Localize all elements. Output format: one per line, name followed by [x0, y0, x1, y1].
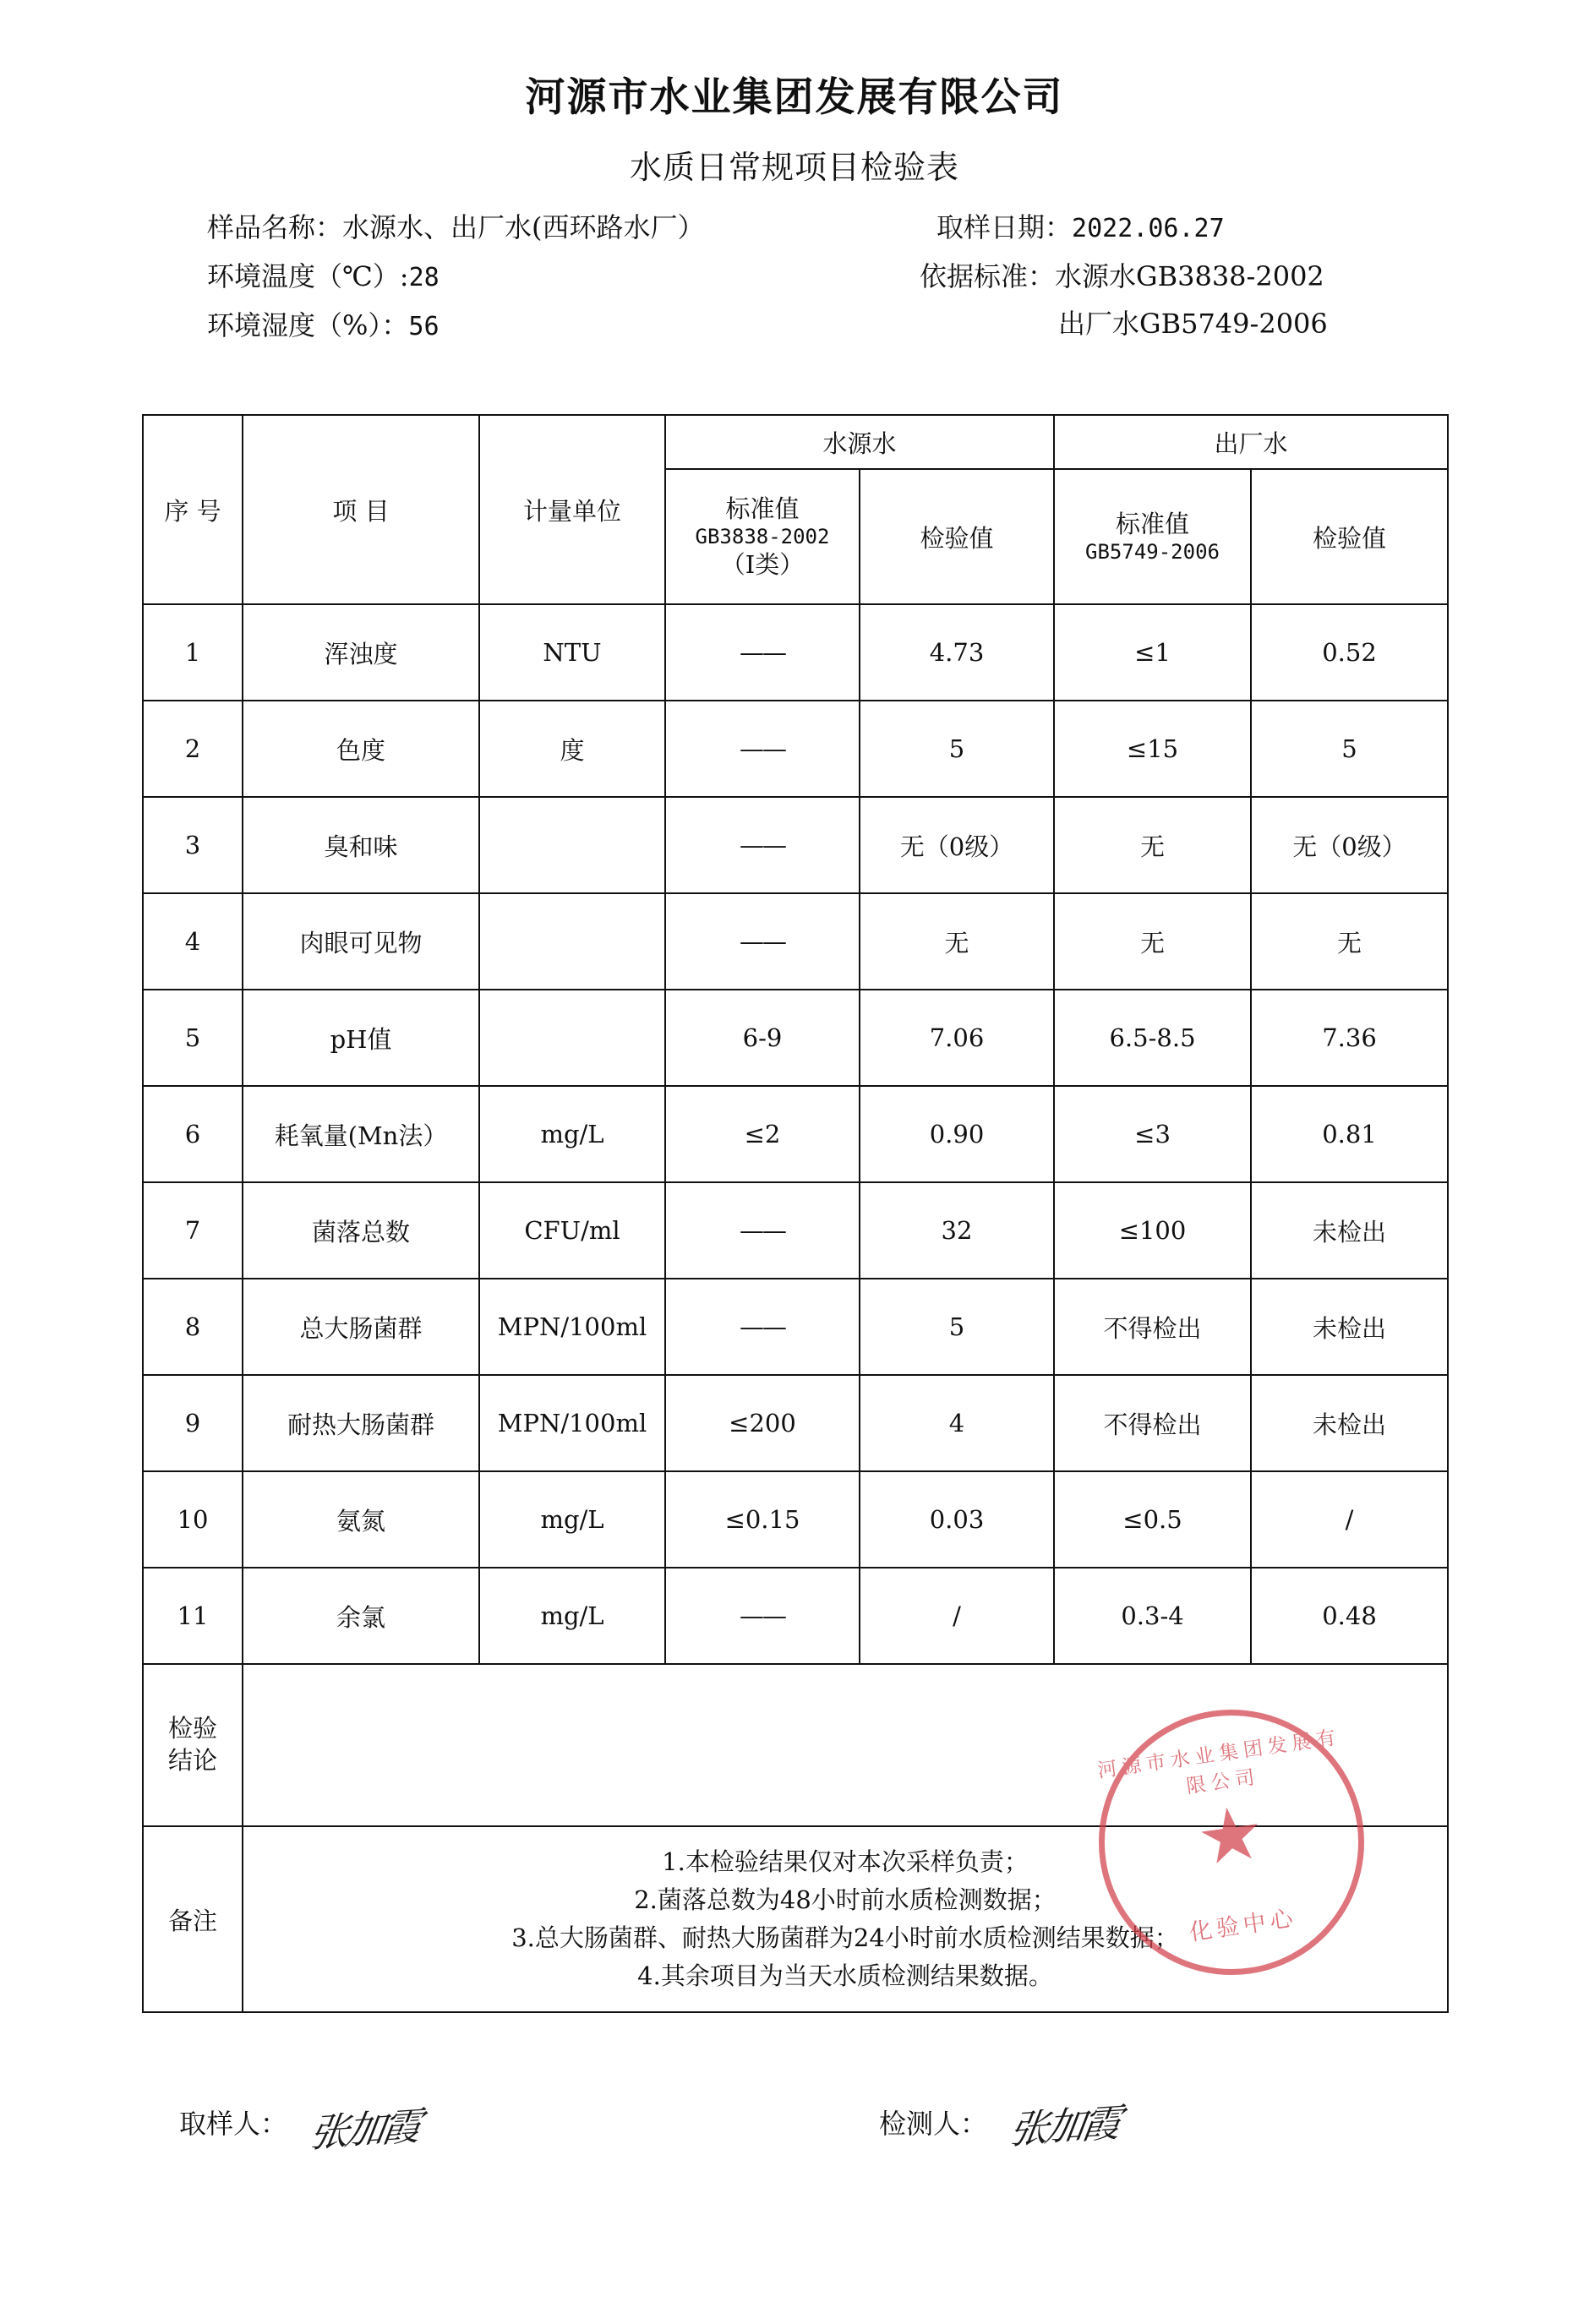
standard-finished-value: 出厂水GB5749-2006: [1058, 308, 1328, 340]
row-source-value: 无（0级）: [860, 797, 1054, 893]
table-row: [143, 604, 1448, 701]
row-source-standard: ——: [665, 893, 860, 990]
row-unit: NTU: [479, 604, 665, 701]
row-source-value: 0.90: [860, 1086, 1054, 1182]
table-row: [143, 1086, 1448, 1182]
table-row: [143, 893, 1448, 990]
table-row: [143, 1471, 1448, 1568]
row-source-standard: ——: [665, 1279, 860, 1375]
conclusion-label-line1: 检验: [167, 1714, 217, 1743]
row-item: 氨氮: [243, 1471, 479, 1568]
row-finished-value: 0.48: [1251, 1568, 1448, 1664]
header-unit: 计量单位: [479, 415, 665, 604]
header-finished-result: 检验值: [1251, 469, 1448, 604]
table-row: [143, 1568, 1448, 1664]
row-item: 菌落总数: [243, 1182, 479, 1279]
row-finished-standard: 无: [1054, 797, 1251, 893]
row-index: 1: [143, 604, 243, 701]
row-finished-standard: 不得检出: [1054, 1375, 1251, 1471]
row-source-standard: ——: [665, 701, 860, 797]
row-source-value: 4: [860, 1375, 1054, 1471]
row-finished-value: 0.52: [1251, 604, 1448, 701]
header-group-source-water: 水源水: [665, 415, 1054, 469]
header-source-standard: [665, 469, 860, 604]
row-unit: [479, 990, 665, 1086]
remark-line: 2.菌落总数为48小时前水质检测数据；: [634, 1885, 1057, 1915]
sampler-signature: 张加霞: [306, 2103, 422, 2157]
row-source-standard: ≤200: [665, 1375, 860, 1471]
remark-line: 1.本检验结果仅对本次采样负责；: [662, 1847, 1029, 1877]
remark-line: 3.总大肠菌群、耐热大肠菌群为24小时前水质检测结果数据；: [511, 1923, 1179, 1952]
row-finished-standard: ≤3: [1054, 1086, 1251, 1182]
row-finished-standard: 不得检出: [1054, 1279, 1251, 1375]
header-source-standard-class: （Ⅰ类）: [720, 550, 805, 579]
sampling-date-line: [936, 206, 1225, 245]
row-index: 7: [143, 1182, 243, 1279]
row-unit: [479, 797, 665, 893]
row-finished-value: 0.81: [1251, 1086, 1448, 1182]
stamp-top-text: 河源市水业集团发展有限公司: [1095, 1726, 1342, 1798]
table-row: [143, 990, 1448, 1086]
row-item: 臭和味: [243, 797, 479, 893]
tester-label: 检测人：: [879, 2108, 988, 2140]
row-finished-standard: 0.3-4: [1054, 1568, 1251, 1664]
row-index: 2: [143, 701, 243, 797]
row-unit: CFU/ml: [479, 1182, 665, 1279]
table-row: [143, 1375, 1448, 1471]
row-finished-value: 5: [1251, 701, 1448, 797]
tester-signature: 张加霞: [1006, 2099, 1122, 2153]
row-source-standard: ——: [665, 1182, 860, 1279]
signature-row: [0, 2094, 1589, 2196]
row-index: 10: [143, 1471, 243, 1568]
row-index: 4: [143, 893, 243, 990]
row-item: 肉眼可见物: [243, 893, 479, 990]
row-source-standard: 6-9: [665, 990, 860, 1086]
row-index: 6: [143, 1086, 243, 1182]
row-source-value: 7.06: [860, 990, 1054, 1086]
row-index: 5: [143, 990, 243, 1086]
table-row: [143, 797, 1448, 893]
ambient-temperature-value: 28: [408, 263, 440, 292]
header-source-result: 检验值: [860, 469, 1054, 604]
sample-name-value: 水源水、出厂水(西环路水厂）: [342, 211, 705, 243]
header-finished-standard-title: 标准值: [1116, 509, 1190, 538]
row-unit: mg/L: [479, 1471, 665, 1568]
row-finished-standard: ≤1: [1054, 604, 1251, 701]
conclusion-body: [243, 1664, 1448, 1826]
row-finished-value: 未检出: [1251, 1182, 1448, 1279]
row-finished-standard: 无: [1054, 893, 1251, 990]
table-header-row-1: [143, 415, 1448, 469]
row-index: 8: [143, 1279, 243, 1375]
ambient-temperature-label: 环境温度（℃）:: [207, 260, 409, 292]
sampling-date-label: 取样日期：: [936, 211, 1073, 243]
sampler-label: 取样人：: [179, 2108, 288, 2140]
row-unit: mg/L: [479, 1086, 665, 1182]
row-finished-standard: ≤0.5: [1054, 1471, 1251, 1568]
row-source-standard: ——: [665, 797, 860, 893]
row-unit: mg/L: [479, 1568, 665, 1664]
header-source-standard-title: 标准值: [725, 494, 800, 523]
sample-name-line: [207, 206, 705, 245]
standard-label: 依据标准：: [920, 260, 1056, 292]
row-source-value: /: [860, 1568, 1054, 1664]
page-subtitle: 水质日常规项目检验表: [629, 149, 959, 186]
row-item: 色度: [243, 701, 479, 797]
standard-source-value: 水源水GB3838-2002: [1055, 260, 1324, 292]
row-item: 耐热大肠菌群: [243, 1375, 479, 1471]
remark-label: 备注: [143, 1826, 243, 2012]
row-source-standard: ≤2: [665, 1086, 860, 1182]
remark-row: [143, 1826, 1448, 2012]
row-source-standard: ——: [665, 1568, 860, 1664]
ambient-humidity-value: 56: [408, 312, 440, 341]
ambient-humidity-line: [207, 304, 440, 343]
row-item: 余氯: [243, 1568, 479, 1664]
sampling-date-value: 2022.06.27: [1072, 214, 1225, 243]
row-source-value: 0.03: [860, 1471, 1054, 1568]
row-source-value: 32: [860, 1182, 1054, 1279]
row-item: 耗氧量(Mn法）: [243, 1086, 479, 1182]
ambient-temperature-line: [207, 255, 440, 294]
document-meta: [0, 203, 1589, 346]
row-finished-value: 7.36: [1251, 990, 1448, 1086]
stamp-bottom-text: 化验中心: [1188, 1905, 1299, 1946]
row-finished-value: 无: [1251, 893, 1448, 990]
header-item: 项 目: [243, 415, 479, 604]
header-finished-standard-code: GB5749-2006: [1085, 540, 1220, 565]
sample-name-label: 样品名称：: [207, 211, 343, 243]
row-source-standard: ≤0.15: [665, 1471, 860, 1568]
row-finished-value: /: [1251, 1471, 1448, 1568]
row-source-standard: ——: [665, 604, 860, 701]
row-unit: [479, 893, 665, 990]
row-source-value: 5: [860, 1279, 1054, 1375]
row-source-value: 4.73: [860, 604, 1054, 701]
row-finished-value: 无（0级）: [1251, 797, 1448, 893]
star-icon: ★: [1192, 1792, 1270, 1883]
row-finished-standard: ≤15: [1054, 701, 1251, 797]
row-index: 3: [143, 797, 243, 893]
row-unit: 度: [479, 701, 665, 797]
row-item: 总大肠菌群: [243, 1279, 479, 1375]
table-row: [143, 701, 1448, 797]
water-quality-table: [142, 414, 1449, 2013]
header-group-finished-water: 出厂水: [1054, 415, 1448, 469]
row-finished-standard: 6.5-8.5: [1054, 990, 1251, 1086]
standard-line: [920, 255, 1324, 294]
row-source-value: 5: [860, 701, 1054, 797]
row-item: 浑浊度: [243, 604, 479, 701]
page-title: 河源市水业集团发展有限公司: [525, 74, 1064, 121]
row-source-value: 无: [860, 893, 1054, 990]
row-item: pH值: [243, 990, 479, 1086]
remark-body: [243, 1826, 1448, 2012]
row-finished-standard: ≤100: [1054, 1182, 1251, 1279]
table-row: [143, 1279, 1448, 1375]
conclusion-label-line2: 结论: [167, 1746, 217, 1775]
row-index: 9: [143, 1375, 243, 1471]
row-unit: MPN/100ml: [479, 1279, 665, 1375]
table-row: [143, 1182, 1448, 1279]
row-unit: MPN/100ml: [479, 1375, 665, 1471]
conclusion-label: [143, 1664, 243, 1826]
header-source-standard-code: GB3838-2002: [695, 525, 830, 548]
remark-line: 4.其余项目为当天水质检测结果数据。: [637, 1961, 1053, 1990]
conclusion-row: [143, 1664, 1448, 1826]
ambient-humidity-label: 环境湿度（%）：: [207, 309, 409, 341]
header-index: 序 号: [143, 415, 243, 604]
report-page: [0, 66, 1589, 2324]
table-body: [143, 604, 1448, 2012]
header-finished-standard: [1054, 469, 1251, 604]
row-finished-value: 未检出: [1251, 1375, 1448, 1471]
row-finished-value: 未检出: [1251, 1279, 1448, 1375]
row-index: 11: [143, 1568, 243, 1664]
